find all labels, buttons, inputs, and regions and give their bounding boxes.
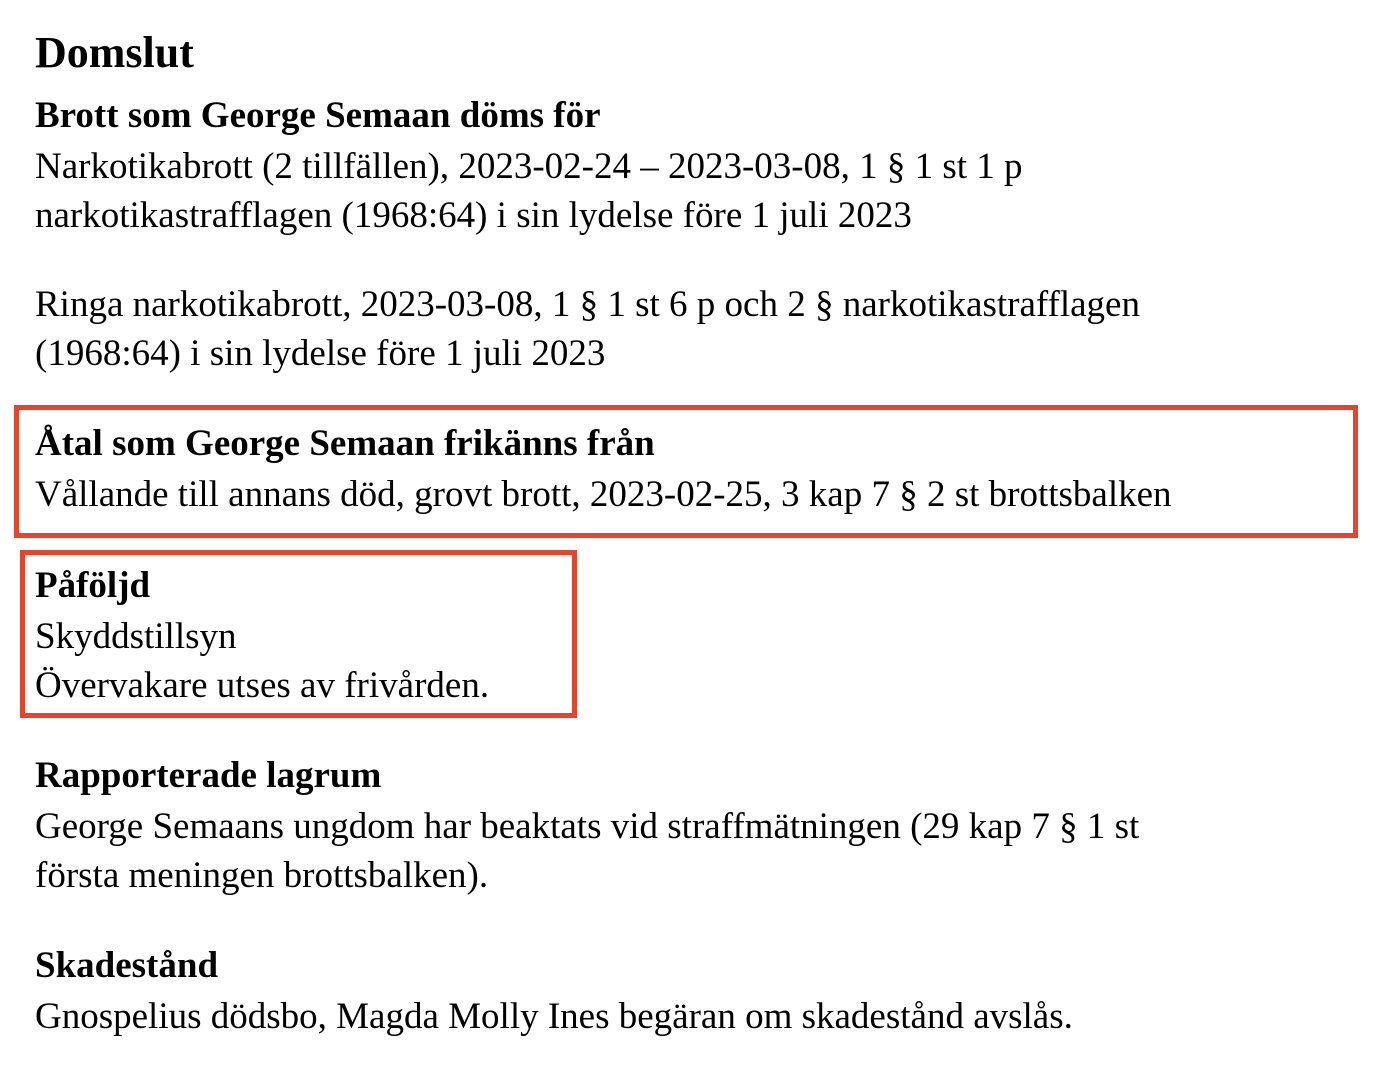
convicted-item-line: (1968:64) i sin lydelse före 1 juli 2023 — [35, 333, 606, 374]
section-heading-sanction: Påföljd — [35, 565, 151, 606]
convicted-item-line: Ringa narkotikabrott, 2023-03-08, 1 § 1 st 6 p och 2 § narkotikastrafflagen — [35, 284, 1140, 325]
convicted-item-line: narkotikastrafflagen (1968:64) i sin lydelse före 1 juli 2023 — [35, 195, 912, 236]
section-heading-reported-provisions: Rapporterade lagrum — [35, 755, 382, 796]
sanction-line: Skyddstillsyn — [35, 616, 237, 657]
damages-text: Gnospelius dödsbo, Magda Molly Ines begäran om skadestånd avslås. — [35, 996, 1073, 1037]
page-title: Domslut — [35, 28, 194, 77]
section-heading-damages: Skadestånd — [35, 945, 219, 986]
sanction-text — [35, 612, 489, 710]
section-sanction — [35, 562, 489, 710]
section-heading-convicted: Brott som George Semaan döms för — [35, 95, 601, 136]
sanction-line: Övervakare utses av frivården. — [35, 665, 490, 706]
convicted-item — [35, 142, 1140, 240]
acquitted-text: Vållande till annans död, grovt brott, 2023-02-25, 3 kap 7 § 2 st brottsbalken — [35, 474, 1172, 515]
section-damages — [35, 942, 1073, 1041]
section-convicted — [35, 92, 1140, 378]
reported-provisions-text — [35, 802, 1139, 900]
section-acquitted — [35, 420, 1172, 519]
section-heading-acquitted: Åtal som George Semaan frikänns från — [35, 423, 655, 464]
convicted-item-line: Narkotikabrott (2 tillfällen), 2023-02-24 – 2023-03-08, 1 § 1 st 1 p — [35, 146, 1023, 187]
reported-provisions-line: första meningen brottsbalken). — [35, 855, 489, 896]
section-reported-provisions — [35, 752, 1139, 900]
convicted-item — [35, 280, 1140, 378]
reported-provisions-line: George Semaans ungdom har beaktats vid straffmätningen (29 kap 7 § 1 st — [35, 806, 1140, 847]
